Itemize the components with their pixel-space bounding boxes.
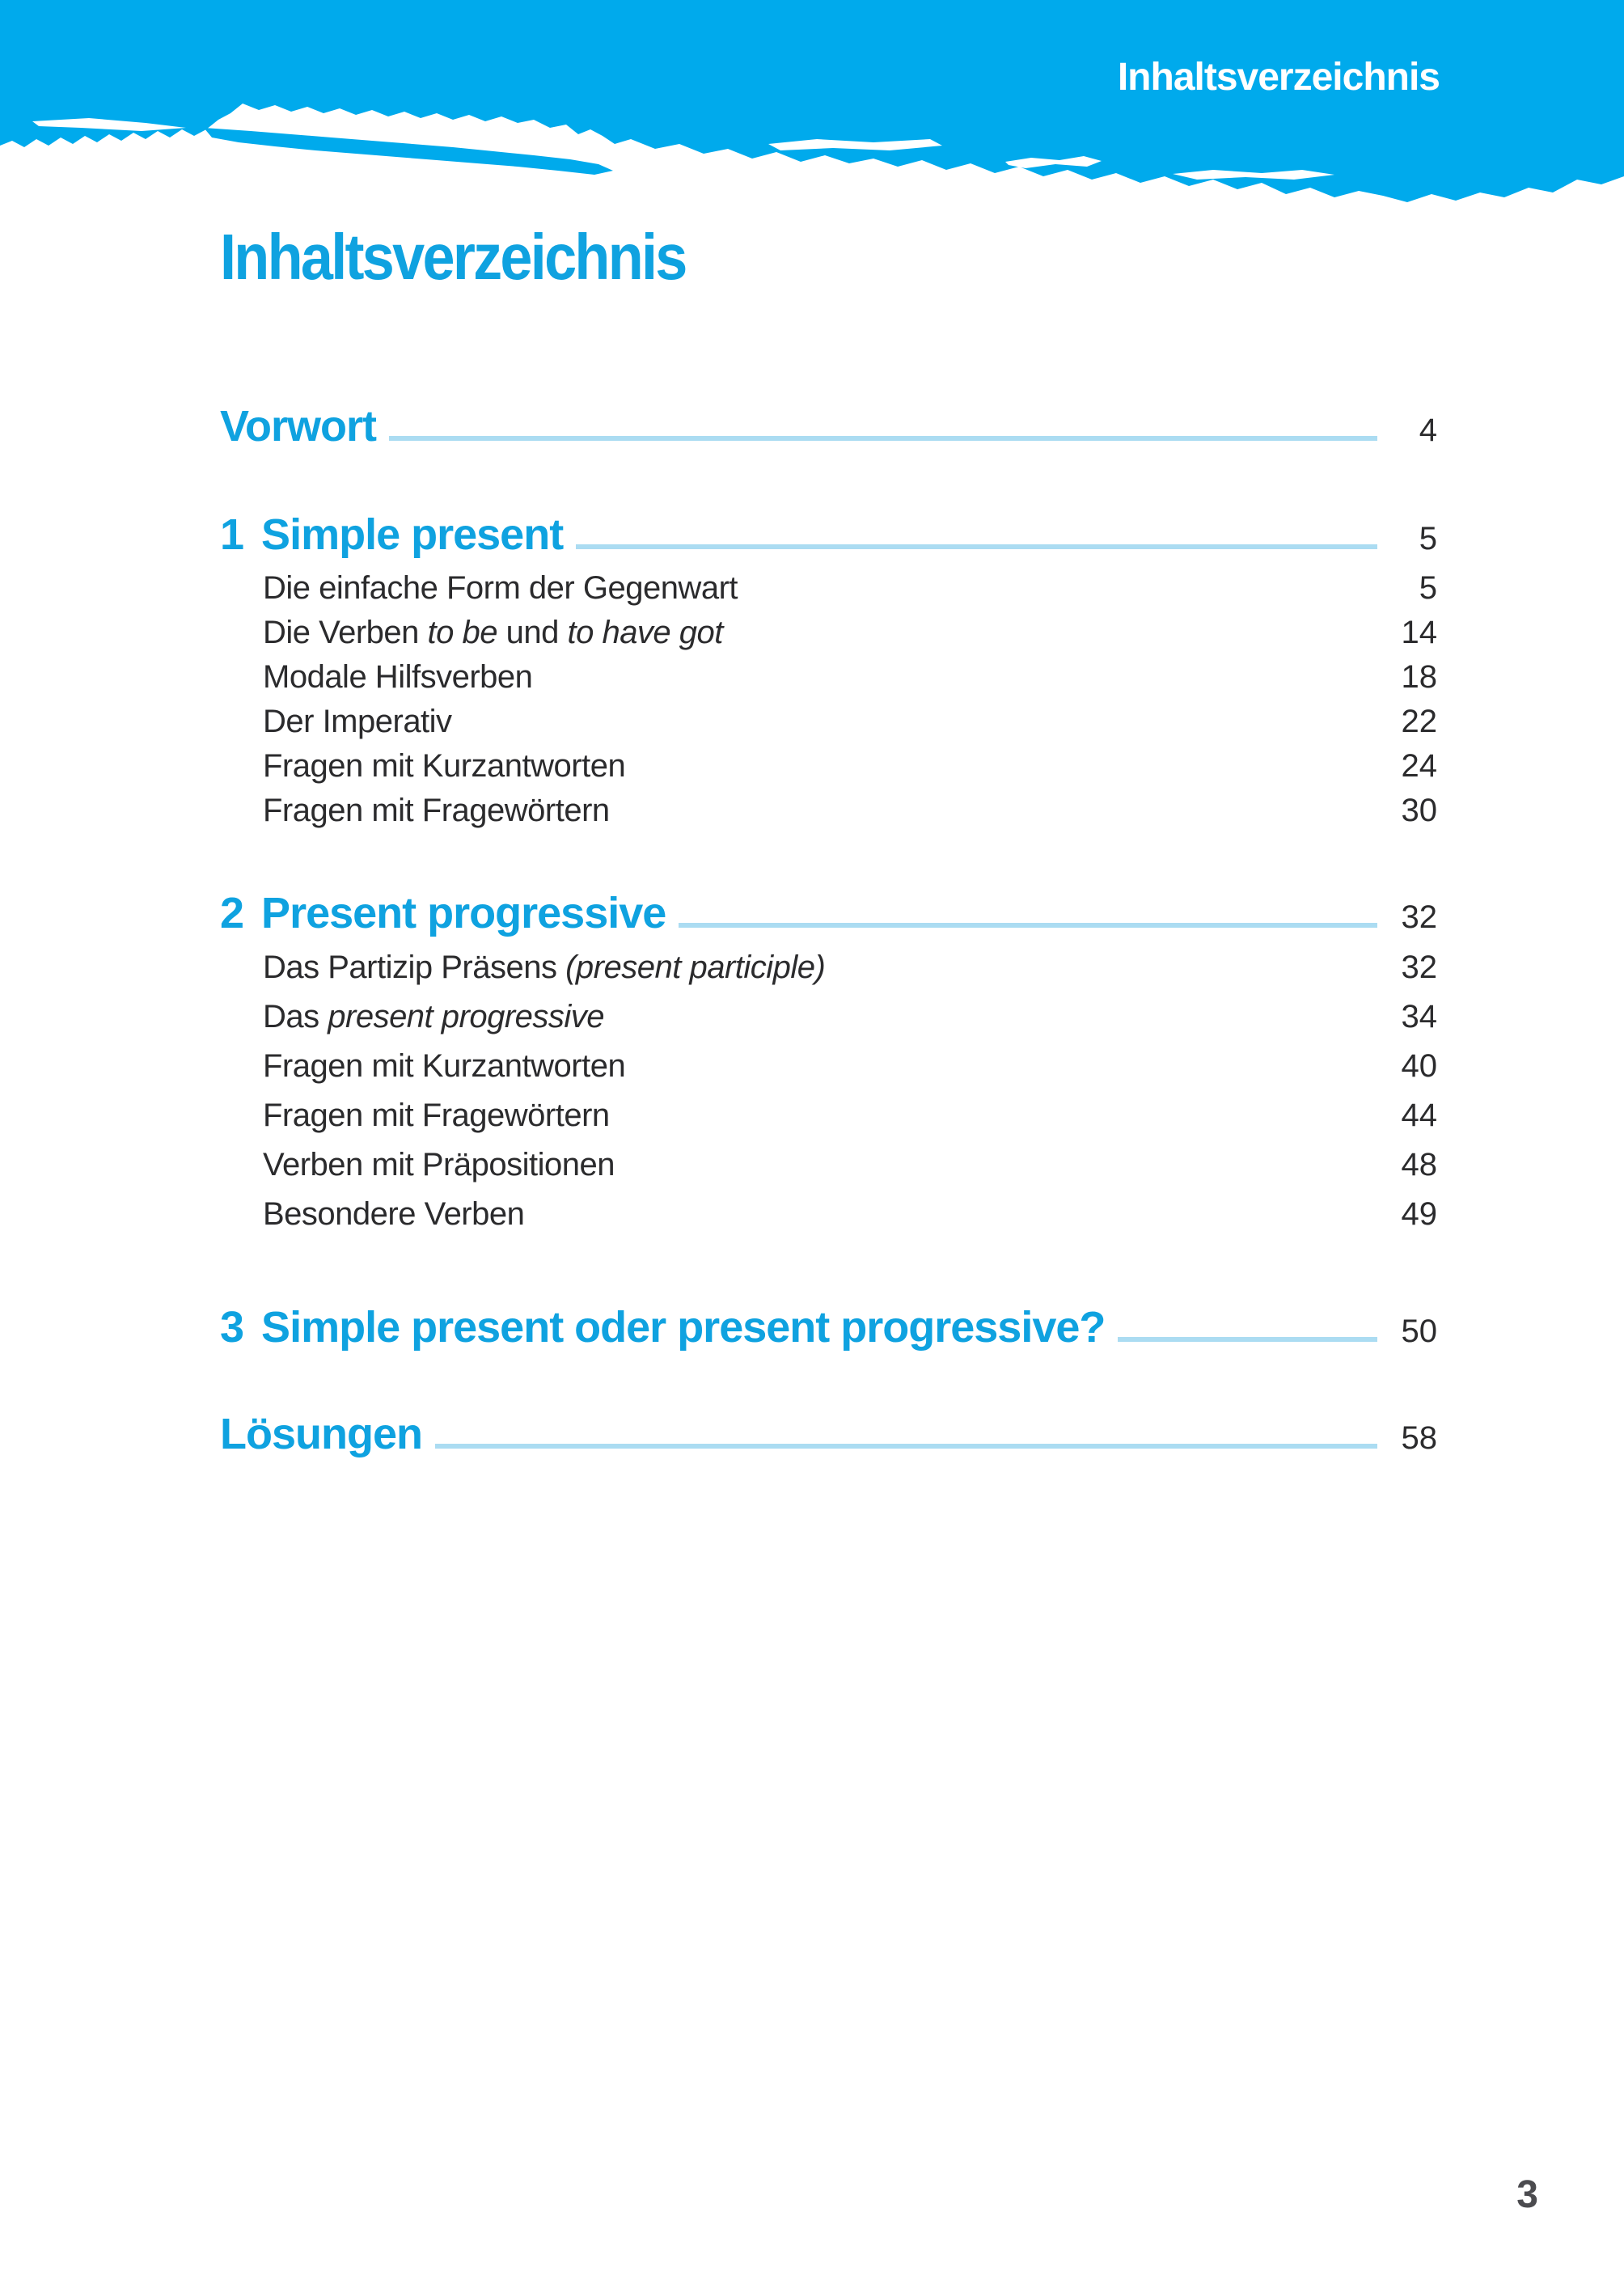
toc-sub-row: [263, 1190, 1437, 1239]
toc-sub-title: Modale Hilfsverben: [263, 659, 533, 695]
toc-sub-row: [263, 1091, 1437, 1140]
toc-sub-title: Das present progressive: [263, 999, 605, 1034]
leader-rule: [435, 1444, 1377, 1449]
leader-rule: [389, 436, 1377, 441]
toc-content: [220, 0, 1437, 2293]
toc-section-page: 5: [1419, 521, 1437, 556]
page-title: Inhaltsverzeichnis: [220, 221, 686, 293]
toc-sub-row: [263, 1042, 1437, 1091]
toc-sub-page: 30: [1401, 793, 1437, 828]
toc-sub-page: 34: [1401, 999, 1437, 1034]
toc-section-number: 1: [220, 510, 244, 559]
toc-sub-title: Fragen mit Kurzantworten: [263, 1048, 626, 1084]
toc-row-loesungen: [220, 1406, 1437, 1462]
toc-sub-row: [263, 700, 1437, 744]
toc-section-title: Present progressive: [261, 889, 666, 937]
toc-sublist-section-1: [263, 566, 1437, 833]
toc-row-section-1: [220, 506, 1437, 563]
toc-row-section-3: [220, 1299, 1437, 1356]
leader-rule: [679, 923, 1377, 928]
toc-sub-title: Die einfache Form der Gegenwart: [263, 570, 738, 606]
toc-sub-page: 49: [1401, 1196, 1437, 1232]
toc-section-page: 32: [1401, 899, 1437, 935]
toc-sub-row: [263, 611, 1437, 655]
toc-sub-page: 44: [1401, 1098, 1437, 1133]
running-header-label: Inhaltsverzeichnis: [1117, 56, 1440, 99]
toc-sub-row: [263, 943, 1437, 992]
toc-sub-title: Das Partizip Präsens (present participle): [263, 950, 826, 985]
toc-section-title: Lösungen: [220, 1410, 422, 1458]
leader-rule: [1118, 1337, 1377, 1342]
toc-sub-row: [263, 655, 1437, 700]
toc-sub-row: [263, 992, 1437, 1042]
toc-sub-row: [263, 789, 1437, 833]
toc-section-number: 2: [220, 889, 244, 937]
toc-section-title: Vorwort: [220, 402, 376, 451]
toc-sub-row: [263, 744, 1437, 789]
toc-sub-row: [263, 1140, 1437, 1190]
toc-sub-title: Fragen mit Fragewörtern: [263, 793, 610, 828]
toc-sub-title: Der Imperativ: [263, 704, 452, 739]
toc-sub-page: 40: [1401, 1048, 1437, 1084]
toc-sub-title: Fragen mit Kurzantworten: [263, 748, 626, 784]
toc-sub-title: Die Verben to be und to have got: [263, 615, 723, 650]
toc-row-vorwort: [220, 398, 1437, 455]
toc-sub-page: 32: [1401, 950, 1437, 985]
toc-sub-page: 48: [1401, 1147, 1437, 1182]
toc-section-title: Simple present: [261, 510, 564, 559]
toc-section-number: 3: [220, 1303, 244, 1352]
toc-sublist-section-2: [263, 943, 1437, 1239]
toc-sub-title: Verben mit Präpositionen: [263, 1147, 615, 1182]
toc-sub-page: 14: [1401, 615, 1437, 650]
toc-sub-row: [263, 566, 1437, 611]
page-number: 3: [1516, 2173, 1538, 2216]
toc-row-section-2: [220, 885, 1437, 941]
toc-sub-title: Besondere Verben: [263, 1196, 525, 1232]
toc-sub-title: Fragen mit Fragewörtern: [263, 1098, 610, 1133]
toc-sub-page: 24: [1401, 748, 1437, 784]
toc-section-title: Simple present oder present progressive?: [261, 1303, 1106, 1352]
toc-section-page: 58: [1401, 1420, 1437, 1456]
toc-sub-page: 18: [1401, 659, 1437, 695]
toc-sub-page: 22: [1401, 704, 1437, 739]
leader-rule: [576, 544, 1377, 549]
toc-section-page: 4: [1419, 412, 1437, 448]
toc-sub-page: 5: [1419, 570, 1437, 606]
toc-section-page: 50: [1401, 1314, 1437, 1349]
